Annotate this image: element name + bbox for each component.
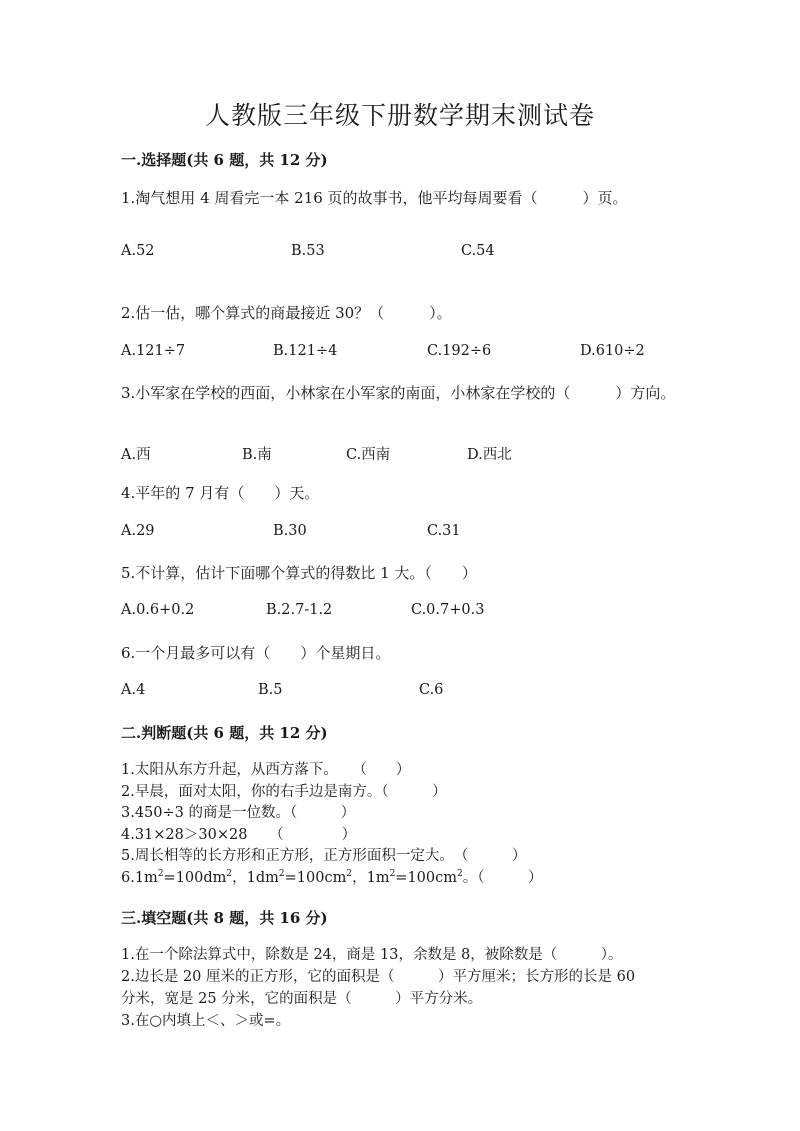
judge-item-1: 1.太阳从东方升起，从西方落下。 （ ） <box>121 762 411 778</box>
choice-question-3: 3.小军家在学校的西面，小林家在小军家的南面，小林家在学校的（ ）方向。 <box>121 384 676 402</box>
judge-item-6: $6.1m^2=100dm^2$，$1dm^2=100cm^2$，$1m^2=100cm^2$。（ ） <box>121 868 543 886</box>
choice-question-5: 5.不计算，估计下面哪个算式的得数比 1 大。（ ） <box>121 564 477 582</box>
fill-item-2: 2.边长是 20 厘米的正方形，它的面积是（ ）平方厘米；长方形的长是 60 <box>121 969 636 985</box>
option-c: C.西南 <box>346 447 391 463</box>
option-c: C.0.7+0.3 <box>411 602 485 618</box>
judge-item-5: 5.周长相等的长方形和正方形，正方形面积一定大。 （ ） <box>121 848 527 864</box>
option-b: B.2.7-1.2 <box>266 602 333 618</box>
option-c: C.6 <box>419 682 444 698</box>
option-b: B.53 <box>291 243 325 259</box>
judge-item-4: 4.31×28＞30×28 （ ） <box>121 826 357 843</box>
choice-question-1: 1.淘气想用 4 周看完一本 216 页的故事书，他平均每周要看（ ）页。 <box>121 189 628 207</box>
choice-options-1 <box>121 243 701 265</box>
judge-item-2: 2.早晨，面对太阳，你的右手边是南方。（ ） <box>121 783 447 800</box>
option-a: A.121÷7 <box>121 343 186 359</box>
option-b: B.121÷4 <box>273 343 338 359</box>
option-b: B.30 <box>273 523 307 539</box>
choice-options-6 <box>121 682 701 704</box>
option-a: A.西 <box>121 447 151 463</box>
option-a: A.52 <box>121 243 155 259</box>
choice-options-4 <box>121 523 701 545</box>
page-title: 人教版三年级下册数学期末测试卷 <box>204 101 595 130</box>
choice-options-2 <box>121 343 701 365</box>
judge-list <box>121 760 542 889</box>
option-b: B.南 <box>242 447 272 463</box>
section-heading-choice: 一.选择题(共 6 题，共 12 分) <box>121 151 328 169</box>
option-a: A.0.6+0.2 <box>121 602 195 618</box>
option-d: D.西北 <box>467 447 512 463</box>
choice-options-3 <box>121 443 701 465</box>
option-c: C.54 <box>461 243 495 259</box>
choice-question-4: 4.平年的 7 月有（ ）天。 <box>121 484 320 502</box>
option-a: A.4 <box>121 682 146 698</box>
section-heading-judge: 二.判断题(共 6 题，共 12 分) <box>121 724 328 742</box>
section-heading-fill: 三.填空题(共 8 题，共 16 分) <box>121 909 328 927</box>
option-b: B.5 <box>258 682 283 698</box>
judge-item-3: 3.450÷3 的商是一位数。（ ） <box>121 805 356 821</box>
choice-options-5 <box>121 602 701 624</box>
option-d: D.610÷2 <box>580 343 645 359</box>
fill-item-3: 3.在○内填上＜、＞或=。 <box>121 1013 291 1029</box>
option-a: A.29 <box>121 523 155 539</box>
option-c: C.31 <box>427 523 461 539</box>
fill-item-2-continued: 分米，宽是 25 分米，它的面积是（ ）平方分米。 <box>121 991 483 1007</box>
option-c: C.192÷6 <box>427 343 492 359</box>
choice-question-6: 6.一个月最多可以有（ ）个星期日。 <box>121 644 391 662</box>
fill-list <box>121 944 635 1032</box>
choice-question-2: 2.估一估，哪个算式的商最接近 30？（ ）。 <box>121 304 452 322</box>
fill-item-1: 1.在一个除法算式中，除数是 24，商是 13，余数是 8，被除数是（ ）。 <box>121 947 623 963</box>
